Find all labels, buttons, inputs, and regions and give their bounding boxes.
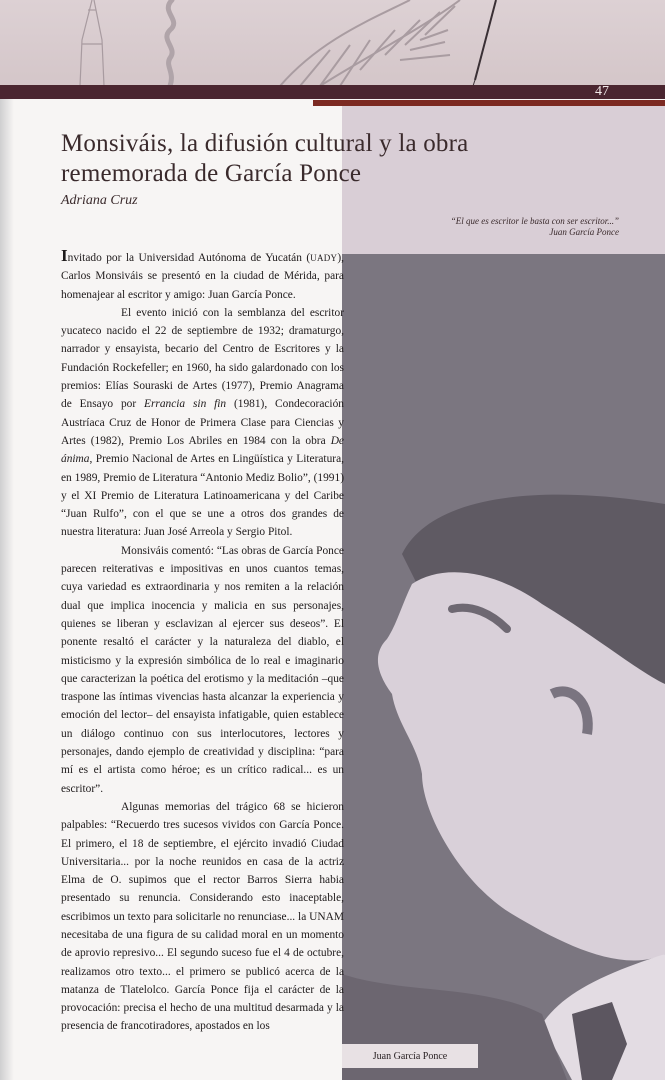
book-title: De ánima (61, 434, 344, 466)
book-title: Errancia sin fin (144, 398, 227, 411)
article-title: Monsiváis, la difusión cultural y la obra rememorada de García Ponce (61, 130, 469, 187)
header-band (0, 85, 665, 99)
paragraph-3: Monsiváis comentó: “Las obras de García Ponce parecen reiterativas e impositivas en unos cuantos temas, cuya variedad es extraordinaria y nos remiten a la relación dual que implica inocencia y malicia en sus personajes, quienes se liberan y esclavizan al ejercer sus deseos”. El ponente resaltó el carácter y la naturaleza del diablo, el misticismo y la expresión simbólica de lo real e imaginario que caracterizan la poética del erotismo y la meditación –que traspone las íntimas vivencias hasta alcanzar la experiencia y emoción del lector– del ensayista infatigable, quien establece un diálogo continuo con sus interlocutores, lectores y personajes, dando ejemplo de creatividad y disciplina: “para mí es el artista como héroe; es un crítico radical... es un escritor”. (61, 544, 344, 795)
paragraph-4: Algunas memorias del trágico 68 se hicieron palpables: “Recuerdo tres sucesos vividos con García Ponce. El primero, el 18 de septiembre, el ejército invadió Ciudad Universitaria... por la noche reunidos en casa de la actriz Elma de O. supimos que el rector Barros Sierra habia presentado su renuncia. Considerando esto inaceptable, escribimos un texto para solicitarle no renunciase... la UNAM necesitaba de una figura de su calidad moral en un momento de aprovio represivo... El segundo suceso fue el 4 de octubre, realizamos otro texto... el primero se publicó acerca de la matanza de Tlatelolco. García Ponce fija el carácter de la provocación: precisa el hecho de una multitud desarmada y la presencia de francotiradores, apostados en los (61, 800, 344, 1033)
paragraph-text: ), Carlos Monsiváis se presentó en la ciudad de Mérida, para homenajear al escritor y amigo: Juan García Ponce. (61, 252, 344, 301)
epigraph (451, 216, 619, 238)
script-flourish-icon (167, 0, 174, 86)
paragraph-2 (61, 304, 344, 542)
page-gutter-shadow (0, 99, 14, 1080)
feather-quill-icon (280, 0, 460, 86)
article-body (61, 247, 344, 1036)
page-number: 47 (595, 84, 609, 99)
photo-caption: Juan García Ponce (342, 1044, 478, 1068)
epigraph-quote: “El que es escritor le basta con ser escritor...” (450, 216, 619, 226)
paragraph-1 (61, 247, 344, 304)
paragraph-text: (1981), Condecoración Austríaca Cruz de Honor de Primera Clase para Ciencias y Artes (1982), Premio Los Abriles en 1984 con la obra (61, 398, 344, 447)
pencil-icon (80, 0, 104, 86)
paragraph-text: nvitado por la Universidad Autónoma de Yucatán ( (67, 252, 311, 264)
acronym: UADY (310, 253, 338, 263)
paragraph-text: , Premio Nacional de Artes en Lingüística y Literatura, en 1989, Premio de Literatura “Antonio Mediz Bolio”, (1991) y el XI Premio de Literatura Latinoamericana y del Caribe “Juan Rulfo”, con el que se une a otros dos grandes de nuestra literatura: Juan José Arreola y Sergio Pitol. (61, 453, 344, 539)
header-illustration (0, 0, 665, 86)
article-author: Adriana Cruz (61, 193, 138, 208)
portrait-photo (342, 254, 665, 1080)
fountain-pen-icon (473, 0, 496, 86)
epigraph-attribution: Juan García Ponce (549, 227, 619, 237)
drop-cap: I (61, 246, 68, 265)
paragraph-text: El evento inició con la semblanza del escritor yucateco nacido el 22 de septiembre de 1932; dramaturgo, narrador y ensayista, becario del Centro de Escritores y la Fundación Rockefeller; en 1960, ha sido galardonado con los premios: Elías Souraski de Artes (1977), Premio Anagrama de Ensayo por (61, 306, 344, 411)
